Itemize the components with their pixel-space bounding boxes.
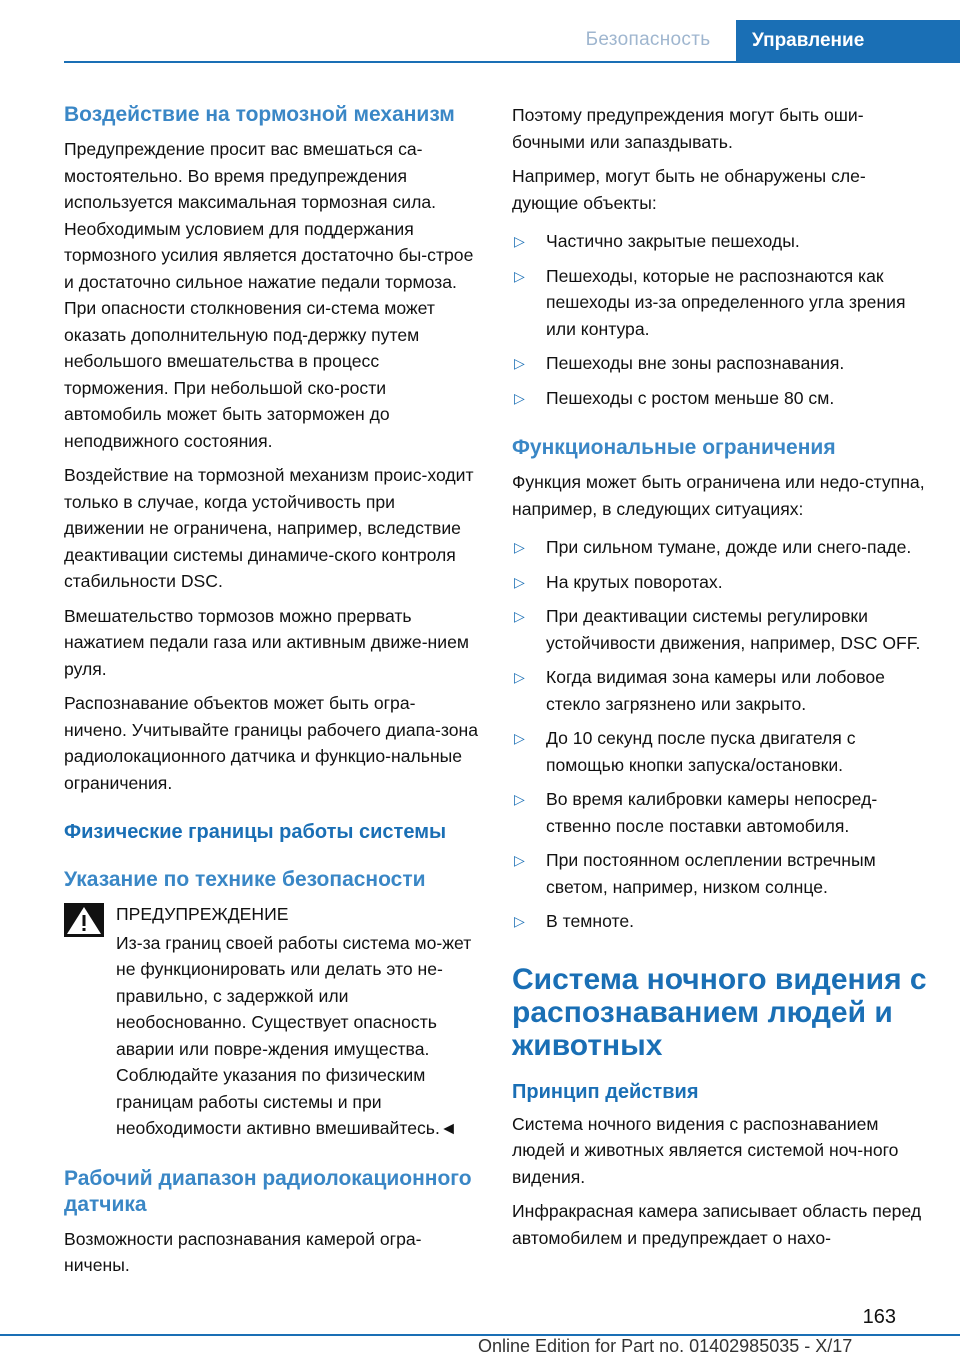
heading-radar-range: Рабочий диапазон радиолокационного датчика (64, 1166, 472, 1216)
paragraph: Например, могут быть не обнаружены сле-дующие объекты: (512, 166, 866, 213)
page-number: 163 (862, 1306, 896, 1328)
page-header (0, 0, 960, 62)
heading-physical-limits: Физические границы работы системы (64, 821, 447, 843)
list-item: ▷ Когда видимая зона камеры или лобовое стекло загрязнено или закрыто. (512, 664, 928, 717)
paragraph: Функция может быть ограничена или недо-ступна, например, в следующих ситуациях: (512, 472, 925, 519)
paragraph: Поэтому предупреждения могут быть оши-бочными или запаздывать. (512, 105, 864, 152)
paragraph: Предупреждение просит вас вмешаться са-мостоятельно. Во время предупреждения используется максимальная тормозная сила. Необходимым условием для поддержания тормозного усилия является достаточно бы-строе и достаточно сильное нажатие педали тормоза. При опасности столкновения си-стема может оказать дополнительную под-держку путем небольшого вмешательства в процесс торможения. При небольшой ско-рости автомобиль может быть заторможен до неподвижного состояния. (64, 139, 474, 451)
list-item: ▷ До 10 секунд после пуска двигателя с помощью кнопки запуска/остановки. (512, 725, 928, 778)
warning-block (64, 901, 478, 1142)
bullet-icon: ▷ (514, 267, 525, 284)
bullet-icon: ▷ (514, 233, 525, 249)
undetected-objects-list (512, 228, 928, 411)
footer-edition: Online Edition for Part no. 01402985035 - X/17 (478, 1336, 853, 1356)
paragraph: Распознавание объектов может быть огра-ничено. Учитывайте границы рабочего диапа-зона радиолокационного датчика и функцио-нальные ограничения. (64, 693, 478, 793)
list-item: ▷ Пешеходы с ростом меньше 80 см. (512, 385, 928, 412)
list-item: ▷ Частично закрытые пешеходы. (512, 228, 928, 255)
warning-triangle-icon (64, 903, 104, 937)
list-item: ▷ Пешеходы вне зоны распознавания. (512, 350, 928, 377)
bullet-icon: ▷ (514, 730, 525, 746)
heading-functional-limits: Функциональные ограничения (512, 436, 836, 459)
left-column (64, 102, 478, 1287)
warning-text: Из-за границ своей работы система мо-жет не функционировать или делать это не-правильно, с задержкой или необоснованно. Существует опасность аварии или повре-ждения имущества. Соблюдайте указания по физическим границам работы системы и при необходимости активно вмешивайтесь.◄ (116, 932, 472, 1138)
bullet-icon: ▷ (514, 573, 525, 590)
heading-principle: Принцип действия (512, 1080, 699, 1103)
list-item: ▷ На крутых поворотах. (512, 569, 928, 596)
list-item: ▷ При постоянном ослеплении встречным светом, например, низком солнце. (512, 847, 928, 900)
bullet-icon: ▷ (514, 791, 525, 807)
bullet-icon: ▷ (514, 852, 525, 868)
warning-title: ПРЕДУПРЕЖДЕНИЕ (116, 904, 289, 924)
paragraph: Воздействие на тормозной механизм проис-ходит только в случае, когда устойчивость при движении не ограничена, например, вследствие деактивации системы динамиче-ского контроля стабильности DSC. (64, 465, 474, 591)
tab-safety[interactable]: Безопасность (585, 29, 711, 50)
heading-brake-intervention: Воздействие на тормозной механизм (64, 103, 455, 126)
heading-safety-note: Указание по технике безопасности (64, 868, 426, 891)
right-column (512, 102, 928, 1259)
paragraph: Вмешательство тормозов можно прервать нажатием педали газа или активным движе-нием руля. (64, 605, 469, 679)
limitations-list (512, 534, 928, 935)
bullet-icon: ▷ (514, 539, 525, 555)
list-item: ▷ Во время калибровки камеры непосред-ственно после поставки автомобиля. (512, 786, 928, 839)
bullet-icon: ▷ (514, 608, 525, 624)
header-rule (64, 61, 960, 63)
tab-controls[interactable]: Управление (736, 20, 960, 62)
list-item: ▷ В темноте. (512, 908, 928, 935)
list-item: ▷ Пешеходы, которые не распознаются как пешеходы из-за определенного угла зрения или контура. (512, 263, 928, 343)
bullet-icon: ▷ (514, 389, 525, 406)
list-item: ▷ При деактивации системы регулировки устойчивости движения, например, DSC OFF. (512, 603, 928, 656)
paragraph: Возможности распознавания камерой огра-ничены. (64, 1228, 422, 1275)
heading-night-vision: Система ночного видения с распознаванием людей и животных (512, 962, 927, 1062)
bullet-icon: ▷ (514, 913, 525, 929)
bullet-icon: ▷ (514, 355, 525, 371)
list-item: ▷ При сильном тумане, дожде или снего-паде. (512, 534, 928, 561)
bullet-icon: ▷ (514, 669, 525, 685)
paragraph: Система ночного видения с распознаванием людей и животных является системой ноч-ного видения. (512, 1113, 899, 1187)
paragraph: Инфракрасная камера записывает область перед автомобилем и предупреждает о нахо- (512, 1201, 922, 1248)
